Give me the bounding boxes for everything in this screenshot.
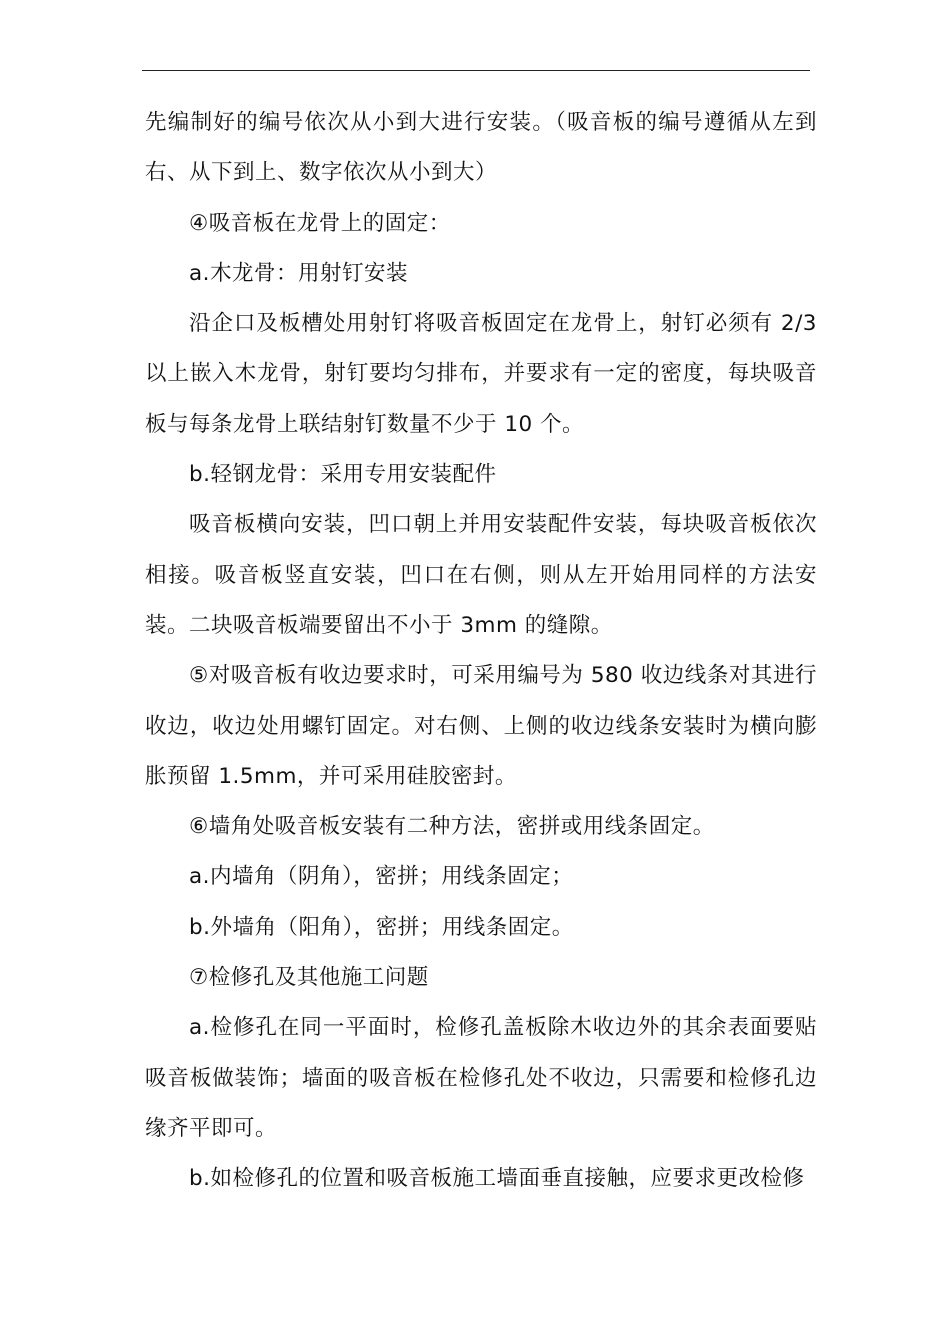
- document-body: [145, 98, 817, 1205]
- paragraph-access-hole-b: b.如检修孔的位置和吸音板施工墙面垂直接触，应要求更改检修: [189, 1166, 805, 1192]
- paragraph-wood-keel-heading: a.木龙骨：用射钉安装: [189, 260, 409, 286]
- paragraph-item-5: ⑤对吸音板有收边要求时，可采用编号为 580 收边线条对其进行收边，收边处用螺钉固定。对右侧、上侧的收边线条安装时为横向膨胀预留 1.5mm，并可采用硅胶密封。: [145, 663, 817, 789]
- paragraph-steel-keel-body: 吸音板横向安装，凹口朝上并用安装配件安装，每块吸音板依次相接。吸音板竖直安装，凹口在右侧，则从左开始用同样的方法安装。二块吸音板端要留出不小于 3mm 的缝隙。: [145, 512, 817, 638]
- paragraph-outer-corner: b.外墙角（阳角），密拼；用线条固定。: [189, 914, 574, 940]
- paragraph-item-4-heading: ④吸音板在龙骨上的固定：: [189, 210, 451, 236]
- paragraph-continuation: 先编制好的编号依次从小到大进行安装。（吸音板的编号遵循从左到右、从下到上、数字依次从小到大）: [145, 110, 817, 186]
- paragraph-steel-keel-heading: b.轻钢龙骨：采用专用安装配件: [189, 462, 497, 488]
- paragraph-item-7-heading: ⑦检修孔及其他施工问题: [189, 965, 429, 991]
- header-rule: [142, 70, 810, 71]
- paragraph-item-6: ⑥墙角处吸音板安装有二种方法，密拼或用线条固定。: [189, 814, 715, 840]
- paragraph-inner-corner: a.内墙角（阴角），密拼；用线条固定；: [189, 864, 574, 890]
- paragraph-wood-keel-body: 沿企口及板槽处用射钉将吸音板固定在龙骨上，射钉必须有 2/3 以上嵌入木龙骨，射钉要均匀排布，并要求有一定的密度，每块吸音板与每条龙骨上联结射钉数量不少于 10 个。: [145, 311, 817, 437]
- paragraph-access-hole-a: a.检修孔在同一平面时，检修孔盖板除木收边外的其余表面要贴吸音板做装饰；墙面的吸音板在检修孔处不收边，只需要和检修孔边缘齐平即可。: [145, 1015, 817, 1141]
